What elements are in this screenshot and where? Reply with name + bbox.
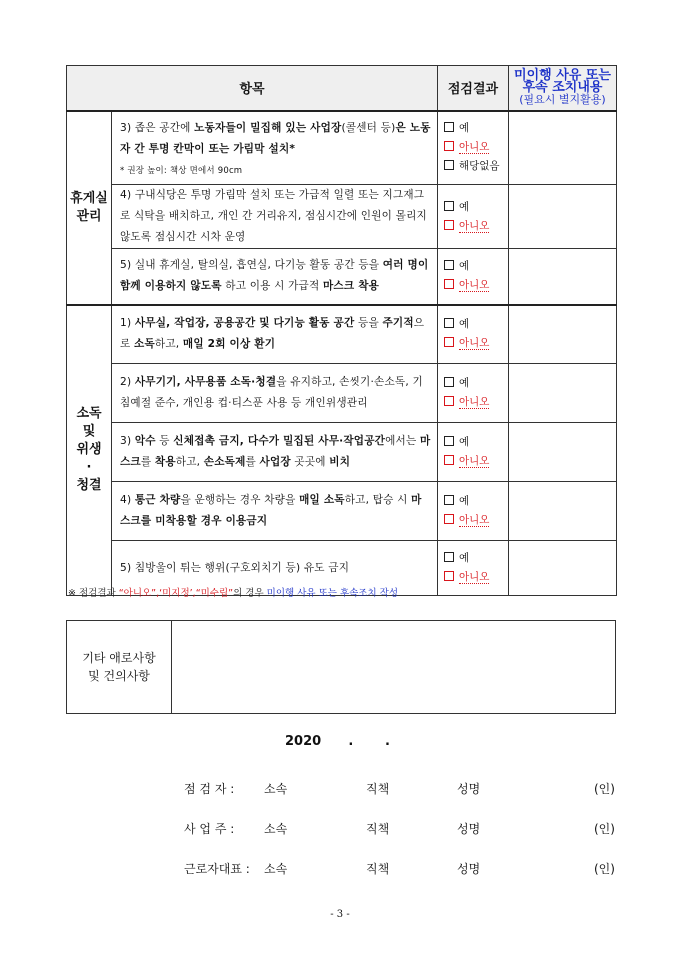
item-description: 5) 침방울이 튀는 행위(구호외치기 등) 유도 금지	[120, 561, 350, 574]
header-item: 항목	[67, 66, 438, 111]
checklist-table	[66, 65, 617, 596]
signature-title[interactable]: 직책	[366, 862, 390, 876]
table-row	[67, 305, 617, 364]
etc-label-line1: 기타 애로사항	[82, 651, 156, 665]
item-description: 1) 사무실, 작업장, 공용공간 및 다기능 활동 공간 등을 주기적으로 소독하고, 매일 2회 이상 환기	[120, 317, 425, 351]
footnote-prefix: 점검결과	[75, 588, 119, 599]
option-no-label: 아니오	[459, 141, 490, 154]
checkbox-icon	[444, 495, 454, 505]
check-cell	[438, 249, 509, 305]
item-description: 5) 실내 휴게실, 탈의실, 흡연실, 다기능 활동 공간 등을 여러 명이 함께 이용하지 않도록 하고 이용 시 가급적 마스크 착용	[120, 259, 429, 293]
item-text	[112, 249, 438, 305]
category-line: 위생	[76, 442, 102, 458]
option-yes-checkbox[interactable]	[444, 492, 508, 511]
option-no-label: 아니오	[459, 219, 490, 232]
etc-label	[67, 621, 172, 714]
option-yes-label: 예	[459, 495, 470, 507]
option-na-checkbox[interactable]	[444, 157, 508, 176]
option-yes-label: 예	[459, 200, 470, 213]
option-yes-label: 예	[459, 318, 470, 331]
checkbox-icon	[444, 201, 454, 211]
item-description: 3) 좁은 공간에 노동자들이 밀집해 있는 사업장(콜센터 등)은 노동자 간 투명 칸막이 또는 가림막 설치*	[120, 121, 431, 155]
header-remedy-line2: 후속 조치내용	[522, 79, 603, 95]
option-yes-checkbox[interactable]	[444, 549, 508, 568]
footnote-mark: ※	[68, 588, 76, 599]
category-line: 관리	[76, 208, 102, 224]
page-number: - 3 -	[330, 909, 350, 920]
table-header-row	[67, 66, 617, 111]
checkbox-icon	[444, 396, 454, 406]
signature-org[interactable]: 소속	[264, 862, 288, 876]
remedy-field[interactable]	[509, 541, 617, 596]
option-no-checkbox[interactable]	[444, 138, 508, 157]
checkbox-icon	[444, 337, 454, 347]
signature-seal[interactable]: (인)	[594, 822, 615, 836]
remedy-field[interactable]	[509, 305, 617, 364]
item-note: * 권장 높이: 책상 면에서 90cm	[120, 165, 243, 176]
option-yes-checkbox[interactable]	[444, 198, 508, 217]
category-line: 소독	[76, 406, 102, 422]
item-text	[112, 423, 438, 482]
option-no-label: 아니오	[459, 396, 490, 408]
signature-org[interactable]: 소속	[264, 782, 288, 796]
remedy-field[interactable]	[509, 482, 617, 541]
option-yes-checkbox[interactable]	[444, 119, 508, 138]
option-no-checkbox[interactable]	[444, 452, 508, 471]
signature-seal[interactable]: (인)	[594, 782, 615, 796]
option-no-label: 아니오	[459, 279, 490, 292]
signature-role: 사 업 주 :	[184, 822, 235, 836]
signature-name[interactable]: 성명	[457, 782, 481, 796]
item-description: 2) 사무기기, 사무용품 소독·청결을 유지하고, 손씻기·손소독, 기침예절 준수, 개인용 컵·티스푼 사용 등 개인위생관리	[120, 376, 423, 409]
option-yes-checkbox[interactable]	[444, 433, 508, 452]
footnote	[68, 585, 398, 599]
header-remedy-note: (필요시 별지활용)	[519, 92, 606, 106]
category-line: ·	[86, 460, 92, 476]
check-cell	[438, 185, 509, 249]
option-yes-checkbox[interactable]	[444, 315, 508, 334]
date-line: 2020 . .	[285, 734, 390, 749]
option-yes-label: 예	[459, 260, 470, 273]
category-line: 청결	[76, 478, 102, 494]
etc-table	[66, 620, 616, 714]
footnote-middle: 의 경우	[233, 588, 267, 599]
signature-org[interactable]: 소속	[264, 822, 288, 836]
option-yes-checkbox[interactable]	[444, 257, 508, 276]
option-no-checkbox[interactable]	[444, 511, 508, 530]
option-yes-label: 예	[459, 122, 470, 135]
signature-seal[interactable]: (인)	[594, 862, 615, 876]
option-no-label: 아니오	[459, 514, 490, 526]
item-text	[112, 482, 438, 541]
header-remedy-line1: 미이행 사유 또는	[514, 67, 611, 83]
category-cell	[67, 305, 112, 596]
checkbox-icon	[444, 514, 454, 524]
check-cell	[438, 541, 509, 596]
option-no-label: 아니오	[459, 571, 490, 583]
checkbox-icon	[444, 279, 454, 289]
signature-title[interactable]: 직책	[366, 822, 390, 836]
checkbox-icon	[444, 141, 454, 151]
check-cell	[438, 305, 509, 364]
signature-name[interactable]: 성명	[457, 822, 481, 836]
option-yes-checkbox[interactable]	[444, 374, 508, 393]
checkbox-icon	[444, 552, 454, 562]
item-description: 4) 구내식당은 투명 가림막 설치 또는 가급적 일렬 또는 지그재그로 식탁을 배치하고, 개인 간 거리유지, 점심시간에 인원이 몰리지 않도록 점심시간 시차 운영	[120, 189, 427, 243]
option-no-checkbox[interactable]	[444, 568, 508, 587]
check-cell	[438, 423, 509, 482]
check-cell	[438, 111, 509, 185]
option-no-checkbox[interactable]	[444, 217, 508, 236]
remedy-field[interactable]	[509, 185, 617, 249]
table-row	[67, 111, 617, 185]
checkbox-icon	[444, 436, 454, 446]
remedy-field[interactable]	[509, 423, 617, 482]
option-yes-label: 예	[459, 436, 470, 448]
checkbox-icon	[444, 318, 454, 328]
footnote-values: “아니오”,‘미지정’,“미수립”	[118, 588, 234, 599]
item-description: 3) 악수 등 신체접촉 금지, 다수가 밀집된 사무·작업공간에서는 마스크를 착용하고, 손소독제를 사업장 곳곳에 비치	[120, 435, 431, 468]
remedy-field[interactable]	[509, 249, 617, 305]
option-yes-label: 예	[459, 552, 470, 564]
checkbox-icon	[444, 571, 454, 581]
item-text	[112, 111, 438, 185]
remedy-field[interactable]	[509, 364, 617, 423]
header-result: 점검결과	[438, 66, 509, 111]
checkbox-icon	[444, 455, 454, 465]
signature-name[interactable]: 성명	[457, 862, 481, 876]
etc-label-line2: 및 건의사항	[88, 669, 150, 683]
check-cell	[438, 364, 509, 423]
table-row	[67, 185, 617, 249]
option-no-checkbox[interactable]	[444, 276, 508, 295]
category-cell	[67, 111, 112, 305]
option-na-label: 해당없음	[459, 160, 500, 173]
option-no-checkbox[interactable]	[444, 393, 508, 412]
category-line: 휴게실	[70, 190, 108, 206]
option-no-label: 아니오	[459, 455, 490, 467]
checkbox-icon	[444, 260, 454, 270]
remedy-field[interactable]	[509, 111, 617, 185]
table-row	[67, 423, 617, 482]
checklist-body	[67, 111, 617, 596]
checkbox-icon	[444, 220, 454, 230]
table-row	[67, 482, 617, 541]
option-no-checkbox[interactable]	[444, 334, 508, 353]
table-row	[67, 249, 617, 305]
footnote-action: 미이행 사유 또는 후속조치 작성	[266, 588, 399, 599]
option-yes-label: 예	[459, 377, 470, 389]
checkbox-icon	[444, 160, 454, 170]
checkbox-icon	[444, 377, 454, 387]
signature-role: 점 검 자 :	[184, 782, 235, 796]
item-text	[112, 305, 438, 364]
signature-title[interactable]: 직책	[366, 782, 390, 796]
option-no-label: 아니오	[459, 337, 490, 350]
header-remedy	[509, 66, 617, 111]
item-description: 4) 통근 차량을 운행하는 경우 차량을 매일 소독하고, 탑승 시 마스크를 미착용할 경우 이용금지	[120, 494, 422, 527]
check-cell	[438, 482, 509, 541]
item-text	[112, 185, 438, 249]
signature-role: 근로자대표 :	[184, 862, 250, 876]
table-row	[67, 364, 617, 423]
category-line: 및	[82, 424, 96, 440]
checkbox-icon	[444, 122, 454, 132]
etc-content-field[interactable]	[172, 621, 616, 714]
item-text	[112, 364, 438, 423]
